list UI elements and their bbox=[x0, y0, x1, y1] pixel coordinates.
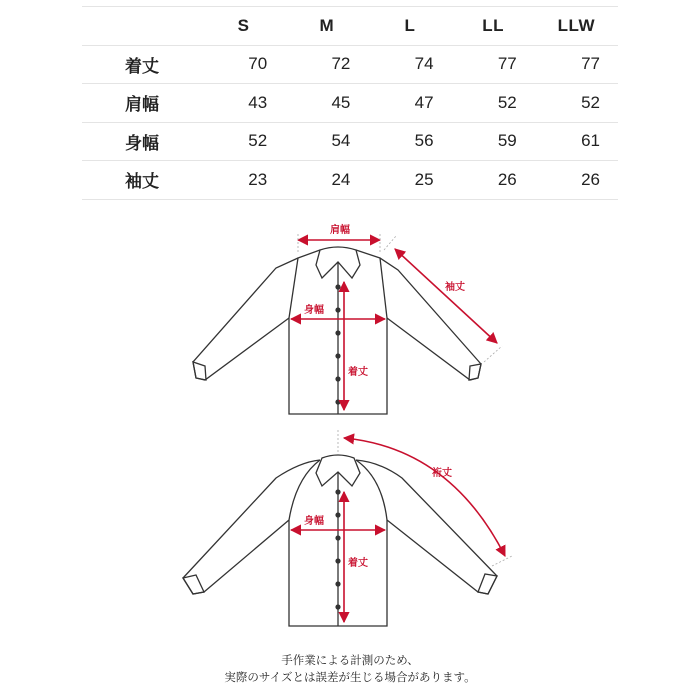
label-length-bottom: 着丈 bbox=[348, 558, 368, 569]
label-yuki-length: 裄丈 bbox=[432, 468, 452, 479]
table-cell: 52 bbox=[202, 122, 285, 161]
table-cell: 43 bbox=[202, 84, 285, 123]
left-cuff-bottom bbox=[183, 575, 204, 594]
left-sleeve-outline bbox=[193, 258, 298, 380]
size-header: S bbox=[202, 7, 285, 46]
measure-bottom bbox=[291, 430, 512, 622]
table-cell: 77 bbox=[452, 45, 535, 84]
table-cell: 70 bbox=[202, 45, 285, 84]
size-header: L bbox=[368, 7, 451, 46]
row-label: 着丈 bbox=[82, 45, 202, 84]
table-cell: 23 bbox=[202, 161, 285, 200]
table-cell: 54 bbox=[285, 122, 368, 161]
table-cell: 52 bbox=[452, 84, 535, 123]
note-line-1: 手作業による計測のため、 bbox=[281, 653, 419, 667]
table-cell: 25 bbox=[368, 161, 451, 200]
label-length-top: 着丈 bbox=[348, 367, 368, 378]
right-cuff-bottom bbox=[478, 574, 497, 594]
note-line-2: 実際のサイズとは誤差が生じる場合があります。 bbox=[224, 670, 476, 684]
left-sleeve-outline-bottom bbox=[183, 460, 320, 594]
table-cell: 56 bbox=[368, 122, 451, 161]
table-cell: 61 bbox=[535, 122, 618, 161]
table-cell: 74 bbox=[368, 45, 451, 84]
right-cuff bbox=[469, 364, 481, 380]
table-cell: 77 bbox=[535, 45, 618, 84]
table-cell: 26 bbox=[535, 161, 618, 200]
table-cell: 52 bbox=[535, 84, 618, 123]
size-header: M bbox=[285, 7, 368, 46]
table-cell: 72 bbox=[285, 45, 368, 84]
measure-top bbox=[291, 234, 502, 410]
size-header: LLW bbox=[535, 7, 618, 46]
row-label: 肩幅 bbox=[82, 84, 202, 123]
raglan-seam-right bbox=[356, 460, 387, 520]
label-body-width-top: 身幅 bbox=[304, 305, 324, 316]
table-cell: 47 bbox=[368, 84, 451, 123]
row-label: 身幅 bbox=[82, 122, 202, 161]
row-label: 袖丈 bbox=[82, 161, 202, 200]
label-shoulder-width: 肩幅 bbox=[330, 225, 350, 236]
right-sleeve-outline-bottom bbox=[356, 460, 497, 594]
table-cell: 59 bbox=[452, 122, 535, 161]
size-header: LL bbox=[452, 7, 535, 46]
table-cell: 45 bbox=[285, 84, 368, 123]
table-cell: 24 bbox=[285, 161, 368, 200]
right-sleeve-outline bbox=[380, 258, 481, 380]
label-sleeve-length: 袖丈 bbox=[445, 282, 465, 293]
label-body-width-bottom: 身幅 bbox=[304, 516, 324, 527]
shirt-diagram-bottom bbox=[183, 455, 497, 626]
table-cell: 26 bbox=[452, 161, 535, 200]
left-cuff bbox=[193, 362, 206, 380]
raglan-seam-left bbox=[289, 460, 320, 520]
shirt-diagram-top bbox=[193, 247, 481, 414]
